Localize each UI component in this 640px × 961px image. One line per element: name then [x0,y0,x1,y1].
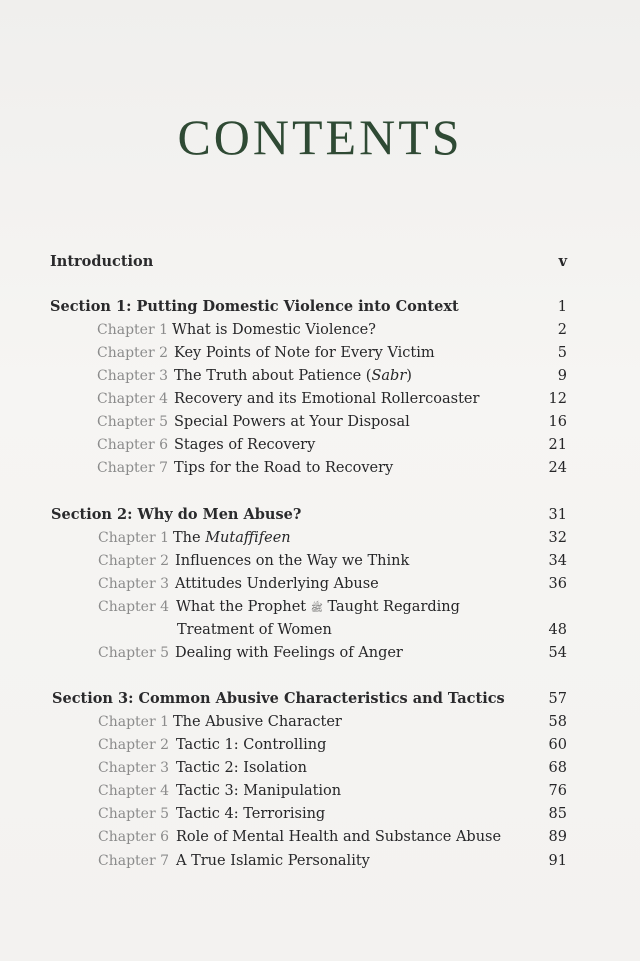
toc-chapter-row [0,642,640,664]
chapter-page: 76 [548,783,567,799]
chapter-page: 32 [548,530,567,546]
chapter-page: 24 [548,460,567,476]
toc-chapter-row [0,388,640,410]
chapter-title-post: ) [406,368,412,384]
toc-chapter-row [0,826,640,848]
toc-chapter-row [0,434,640,456]
chapter-title [176,596,460,620]
chapter-title: Tactic 1: Controlling [176,737,327,753]
chapter-number: Chapter 3 [97,368,168,384]
section-1-page: 1 [557,299,567,315]
toc-chapter-row [0,596,640,618]
chapter-title: Tactic 4: Terrorising [176,806,326,822]
chapter-number: Chapter 5 [97,414,168,430]
chapter-title: Influences on the Way we Think [175,553,410,569]
chapter-number: Chapter 7 [98,853,169,869]
chapter-title-emphasis: Mutaffifeen [205,530,291,546]
toc-chapter-row [0,457,640,479]
chapter-number: Chapter 3 [98,760,169,776]
toc-chapter-row [0,711,640,733]
chapter-title-emphasis: Sabr [371,368,407,384]
chapter-page: 36 [548,576,567,592]
chapter-title: The Abusive Character [173,714,342,730]
toc-intro-row [0,251,640,273]
toc-section-row [0,296,640,318]
chapter-number: Chapter 4 [98,599,169,615]
chapter-title: What is Domestic Violence? [172,322,376,338]
chapter-title-line2: Treatment of Women [177,622,332,638]
chapter-number: Chapter 4 [98,783,169,799]
intro-page: v [558,253,567,270]
chapter-title: Attitudes Underlying Abuse [175,576,379,592]
chapter-number: Chapter 6 [98,829,169,845]
chapter-page: 16 [548,414,567,430]
chapter-title: Special Powers at Your Disposal [174,414,410,430]
chapter-number: Chapter 7 [97,460,168,476]
chapter-page: 12 [548,391,567,407]
chapter-title-pre: The [173,530,206,546]
chapter-page: 2 [557,322,567,338]
chapter-title: Tips for the Road to Recovery [174,460,394,476]
chapter-title-pre: What the Prophet [176,599,307,615]
chapter-page: 21 [548,437,567,453]
section-1-title: Section 1: Putting Domestic Violence into Context [50,298,459,315]
chapter-page: 58 [548,714,567,730]
chapter-number: Chapter 2 [98,737,169,753]
toc-chapter-row [0,757,640,779]
chapter-title: Recovery and its Emotional Rollercoaster [174,391,480,407]
toc-chapter-row [0,573,640,595]
chapter-title: A True Islamic Personality [176,853,370,869]
chapter-number: Chapter 2 [98,553,169,569]
toc-chapter-row [0,342,640,364]
chapter-page: 85 [548,806,567,822]
chapter-number: Chapter 5 [98,806,169,822]
section-3-page: 57 [548,691,567,707]
chapter-title: Tactic 2: Isolation [176,760,307,776]
section-3-title: Section 3: Common Abusive Characteristics and Tactics [52,690,505,707]
section-2-title: Section 2: Why do Men Abuse? [51,506,302,523]
chapter-number: Chapter 1 [98,530,169,546]
section-2-page: 31 [548,507,567,523]
toc-section-row [0,504,640,526]
chapter-title-pre: The Truth about Patience ( [174,368,372,384]
chapter-title [173,527,291,549]
chapter-title: Stages of Recovery [174,437,316,453]
chapter-title-post: Taught Regarding [327,599,460,615]
toc-chapter-row [0,319,640,341]
chapter-page: 68 [548,760,567,776]
chapter-number: Chapter 6 [97,437,168,453]
page-title: CONTENTS [177,109,463,165]
toc-chapter-row [0,550,640,572]
chapter-number: Chapter 5 [98,645,169,661]
toc-section-row [0,688,640,710]
chapter-page: 5 [557,345,567,361]
chapter-page: 34 [548,553,567,569]
toc-chapter-row [0,850,640,872]
chapter-title: Tactic 3: Manipulation [176,783,342,799]
chapter-number: Chapter 1 [97,322,168,338]
toc-chapter-row [0,780,640,802]
toc-chapter-row-continued [0,619,640,641]
chapter-number: Chapter 2 [97,345,168,361]
chapter-title: Key Points of Note for Every Victim [174,345,435,361]
chapter-title [174,365,412,387]
chapter-page: 54 [548,645,567,661]
chapter-page: 91 [548,853,567,869]
honorific-glyph: ﷺ [310,603,323,614]
toc-chapter-row [0,803,640,825]
toc-chapter-row [0,527,640,549]
chapter-page: 48 [548,622,567,638]
chapter-page: 60 [548,737,567,753]
toc-chapter-row [0,411,640,433]
chapter-number: Chapter 1 [98,714,169,730]
chapter-number: Chapter 4 [97,391,168,407]
chapter-number: Chapter 3 [98,576,169,592]
chapter-title: Role of Mental Health and Substance Abuse [176,829,502,845]
toc-chapter-row [0,734,640,756]
intro-title: Introduction [50,253,154,270]
chapter-page: 9 [557,368,567,384]
chapter-title: Dealing with Feelings of Anger [175,645,403,661]
chapter-page: 89 [548,829,567,845]
toc-chapter-row [0,365,640,387]
